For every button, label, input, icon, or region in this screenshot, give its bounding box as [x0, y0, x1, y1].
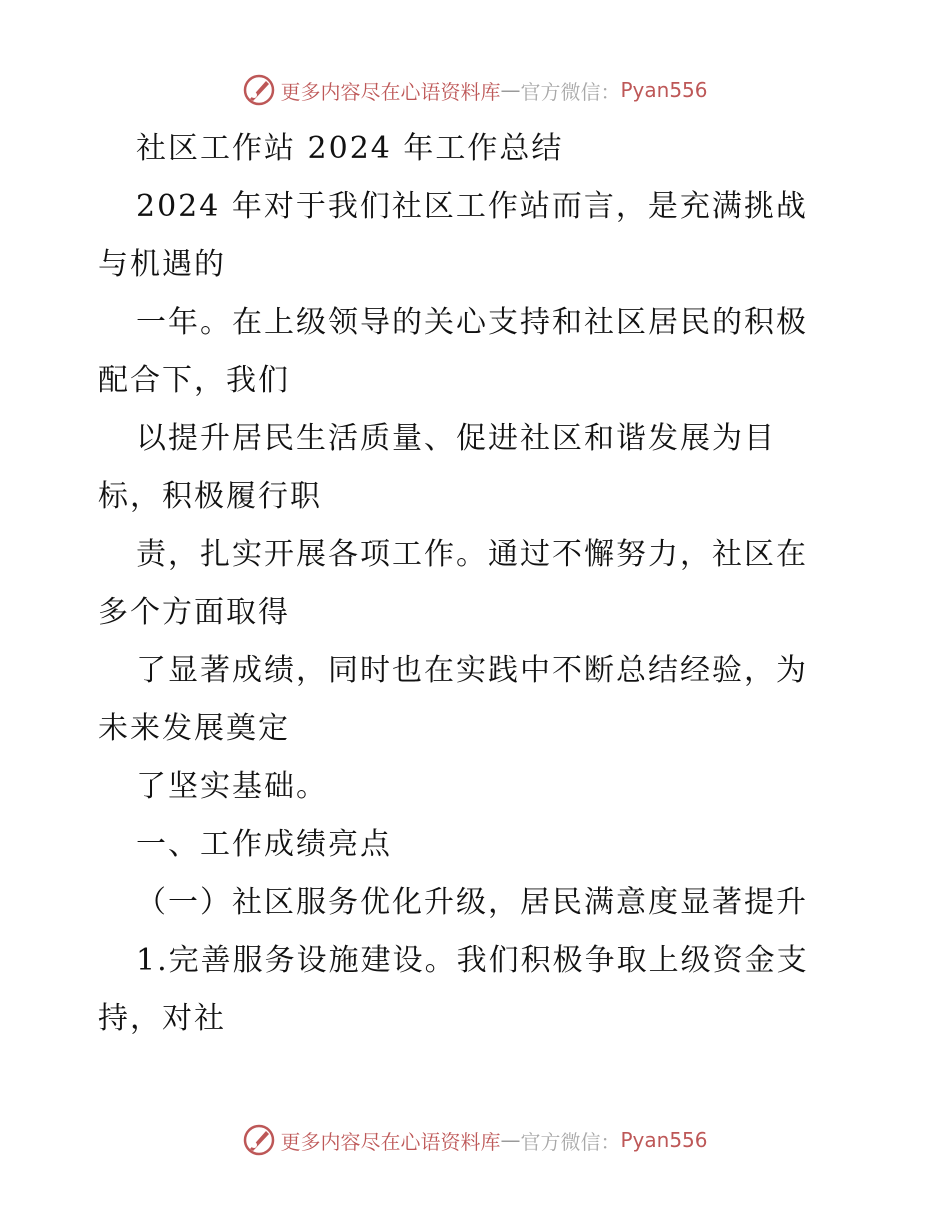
header-watermark	[0, 70, 950, 110]
watermark-wechat-id: Pyan556	[620, 1128, 708, 1152]
paragraph-line: 了坚实基础。	[136, 769, 328, 804]
paragraph-line: 持，对社	[98, 1001, 226, 1036]
watermark-text: 更多内容尽在心语资料库	[280, 79, 501, 104]
footer-watermark	[0, 1120, 950, 1160]
paragraph-line: 了显著成绩，同时也在实践中不断总结经验，为	[136, 653, 808, 688]
paragraph-line: 未来发展奠定	[98, 711, 290, 746]
watermark-separator: —	[500, 1128, 521, 1152]
watermark-wechat-id: Pyan556	[620, 78, 708, 102]
document-body	[98, 120, 858, 1048]
watermark-text: 更多内容尽在心语资料库	[280, 1129, 501, 1154]
watermark-separator: —	[500, 78, 521, 102]
paragraph-line: 1.完善服务设施建设。我们积极争取上级资金支	[136, 943, 809, 978]
paragraph-line: 标，积极履行职	[98, 479, 322, 514]
watermark-contact: 官方微信：	[520, 79, 621, 104]
quill-pen-seal-icon	[242, 73, 276, 107]
watermark-contact: 官方微信：	[520, 1129, 621, 1154]
paragraph-line: 以提升居民生活质量、促进社区和谐发展为目	[136, 421, 776, 456]
paragraph-line: 多个方面取得	[98, 595, 290, 630]
subsection-heading: （一）社区服务优化升级，居民满意度显著提升	[136, 885, 808, 920]
paragraph-line: 配合下，我们	[98, 363, 290, 398]
section-heading: 一、工作成绩亮点	[136, 827, 392, 862]
paragraph-line: 一年。在上级领导的关心支持和社区居民的积极	[136, 305, 808, 340]
paragraph-line: 2024 年对于我们社区工作站而言，是充满挑战	[136, 189, 808, 224]
paragraph-line: 与机遇的	[98, 247, 226, 282]
paragraph-line: 责，扎实开展各项工作。通过不懈努力，社区在	[136, 537, 808, 572]
document-title: 社区工作站 2024 年工作总结	[136, 131, 564, 166]
quill-pen-seal-icon	[242, 1123, 276, 1157]
